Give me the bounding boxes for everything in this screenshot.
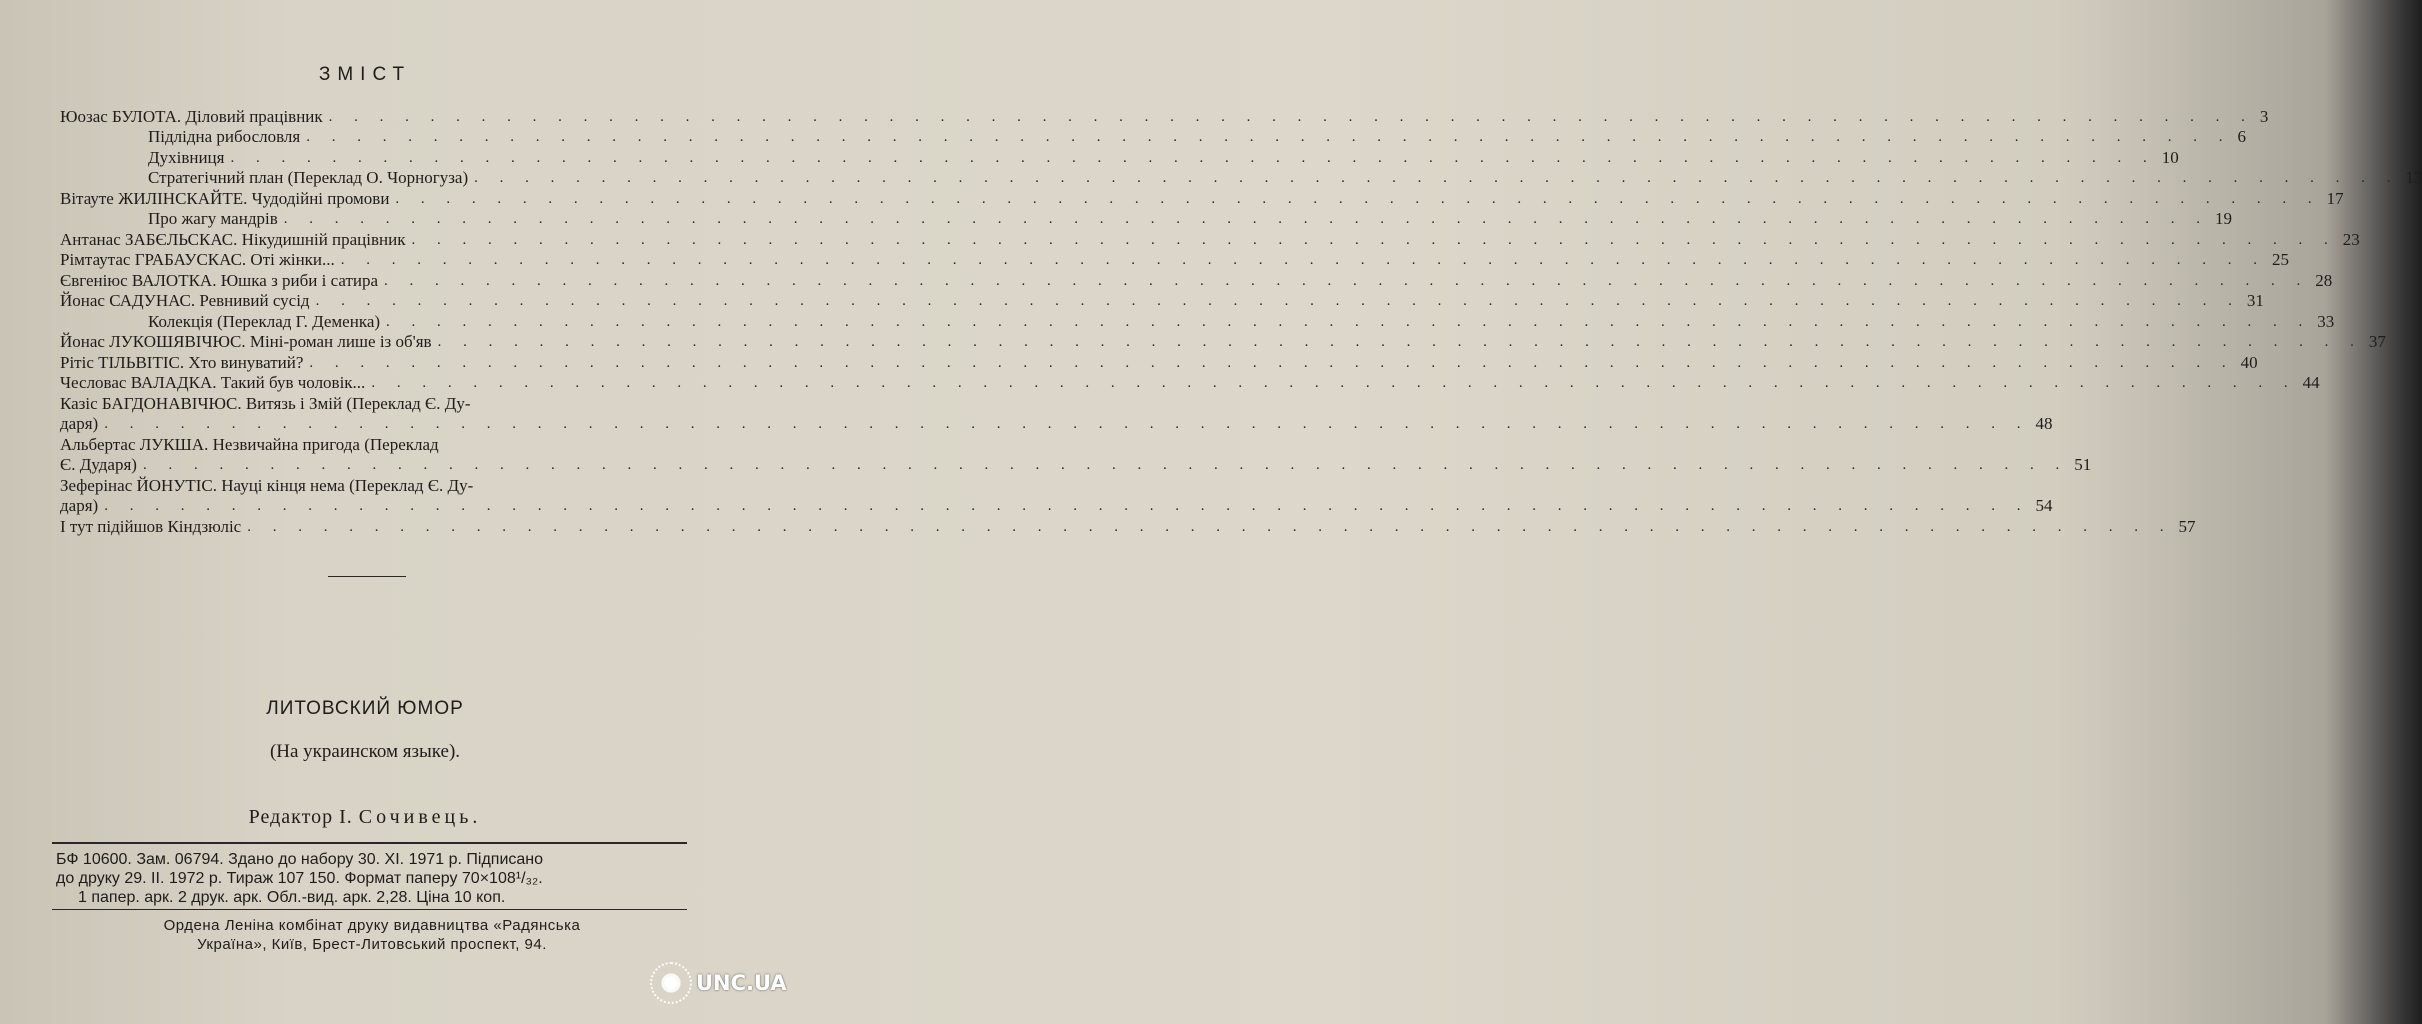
printer-line: Ордена Леніна комбінат друку видавництва «Радянська: [163, 917, 581, 934]
toc-entry-title: Є. Дударя): [60, 455, 137, 474]
toc-entry: [60, 106, 2269, 127]
toc-entry: [60, 496, 2053, 517]
toc-page-number: 48: [2035, 414, 2053, 433]
toc-leader-dots: [104, 414, 2029, 434]
toc-leader-dots: [395, 189, 2320, 209]
toc-leader-dots: [384, 271, 2309, 291]
toc-entry-title: Євгеніюс ВАЛОТКА. Юшка з риби і сатира: [60, 270, 379, 290]
toc-entry: [60, 291, 2264, 312]
book-language-note: (На украинском языке).: [269, 741, 461, 762]
toc-page-number: 31: [2246, 291, 2264, 310]
editor-name: Сочивець.: [358, 806, 482, 828]
toc-entry-title: Колекція (Переклад Г. Деменка): [148, 311, 381, 331]
toc-leader-dots: [316, 291, 2241, 311]
toc-page-number: 6: [2237, 127, 2246, 146]
toc-page-number: 28: [2315, 270, 2333, 290]
toc-page-number: 40: [2240, 352, 2258, 372]
toc-entry-title: Рітіс ТІЛЬВІТІС. Хто винуватий?: [60, 352, 304, 372]
editor-credit: [0, 806, 730, 829]
imprint-block: [56, 850, 716, 907]
toc-entry: [60, 209, 2232, 230]
toc-leader-dots: [143, 455, 2068, 475]
toc-entry-title: Про жагу мандрів: [148, 209, 278, 228]
toc-entry: [60, 455, 2092, 476]
toc-entry-title: Альбертас ЛУКША. Незвичайна пригода (Переклад: [60, 434, 439, 454]
toc-entry-title: Підлідна рибословля: [148, 127, 301, 146]
toc-page-number: 17: [2326, 188, 2344, 208]
toc-leader-dots: [341, 250, 2266, 270]
toc-entry: [60, 229, 2360, 250]
toc-entry-title: Рімтаутас ГРАБАУСКАС. Оті жінки...: [60, 250, 335, 269]
toc-entry-title: даря): [60, 496, 99, 515]
toc-entry-title: Юозас БУЛОТА. Діловий працівник: [60, 106, 323, 126]
imprint-top-rule: [52, 842, 687, 844]
toc-leader-dots: [309, 353, 2234, 373]
table-of-contents: [60, 106, 2422, 537]
toc-entry-title: Стратегічний план (Переклад О. Чорногуза): [148, 168, 469, 187]
toc-leader-dots: [371, 373, 2296, 393]
toc-leader-dots: [438, 332, 2363, 352]
toc-entry: [60, 414, 2053, 435]
toc-heading: ЗМІСТ: [318, 64, 412, 85]
toc-entry: [60, 147, 2179, 168]
toc-entry-title: Зеферінас ЙОНУТІС. Науці кінця нема (Переклад Є. Ду-: [60, 475, 474, 495]
toc-leader-dots: [104, 496, 2029, 516]
toc-entry: [60, 188, 2344, 209]
toc-page-number: 19: [2214, 209, 2232, 228]
toc-entry-title: І тут підійшов Кіндзюліс: [60, 516, 242, 536]
toc-entry: [60, 516, 2196, 537]
toc-page-number: 3: [2259, 106, 2269, 126]
toc-page-number: 54: [2035, 496, 2053, 515]
toc-page-number: 10: [2161, 147, 2179, 167]
toc-entry-title: Вітауте ЖИЛІНСКАЙТЕ. Чудодійні промови: [60, 188, 390, 208]
book-title: ЛИТОВСКИЙ ЮМОР: [266, 698, 464, 719]
toc-page-number: 33: [2317, 311, 2335, 331]
toc-page-number: 37: [2368, 332, 2386, 351]
toc-page-number: 13: [2405, 168, 2422, 187]
watermark: [656, 968, 787, 998]
toc-page-number: 23: [2342, 229, 2360, 249]
toc-leader-dots: [329, 107, 2254, 127]
toc-leader-dots: [474, 168, 2399, 188]
toc-entry-title: Чесловас ВАЛАДКА. Такий був чоловік...: [60, 373, 366, 392]
toc-leader-dots: [247, 517, 2172, 537]
toc-entry-title: Йонас ЛУКОШЯВІЧЮС. Міні-роман лише із об'яв: [60, 332, 432, 351]
divider-line: [328, 576, 406, 577]
toc-entry: [60, 250, 2290, 271]
toc-leader-dots: [284, 209, 2209, 229]
watermark-star-icon: [656, 968, 686, 998]
toc-entry: [60, 393, 682, 414]
toc-entry: [60, 332, 2386, 353]
toc-page-number: 51: [2074, 455, 2092, 474]
toc-page-number: 44: [2302, 373, 2320, 392]
watermark-text: UNC.UA: [696, 971, 787, 995]
toc-leader-dots: [230, 148, 2155, 168]
toc-entry: [60, 270, 2333, 291]
toc-entry-title: даря): [60, 414, 99, 433]
imprint-line: до друку 29. II. 1972 р. Тираж 107 150. Формат паперу 70×108¹/₃₂.: [56, 870, 543, 887]
toc-entry-title: Антанас ЗАБЄЛЬСКАС. Нікудишній працівник: [60, 229, 406, 249]
toc-page-number: 57: [2178, 516, 2196, 536]
toc-entry: [60, 311, 2335, 332]
toc-entry: [60, 168, 2422, 189]
toc-leader-dots: [386, 312, 2311, 332]
imprint-bottom-rule: [52, 909, 687, 910]
toc-entry: [60, 352, 2258, 373]
toc-leader-dots: [306, 127, 2231, 147]
printer-info: [52, 916, 692, 954]
printer-line: Україна», Київ, Брест-Литовський проспект, 94.: [197, 936, 547, 953]
toc-entry: [60, 434, 682, 455]
toc-entry: [60, 373, 2320, 394]
toc-page-number: 25: [2272, 250, 2290, 269]
imprint-line: 1 папер. арк. 2 друк. арк. Обл.-вид. арк. 2,28. Ціна 10 коп.: [78, 889, 506, 906]
toc-entry-title: Духівниця: [148, 147, 225, 167]
toc-entry-title: Казіс БАГДОНАВІЧЮС. Витязь і Змій (Переклад Є. Ду-: [60, 393, 471, 413]
editor-label: Редактор І.: [248, 806, 353, 828]
toc-entry: [60, 475, 682, 496]
toc-entry-title: Йонас САДУНАС. Ревнивий сусід: [60, 291, 310, 310]
toc-leader-dots: [412, 230, 2337, 250]
toc-entry: [60, 127, 2246, 148]
imprint-line: БФ 10600. Зам. 06794. Здано до набору 30. XI. 1971 р. Підписано: [56, 851, 544, 868]
